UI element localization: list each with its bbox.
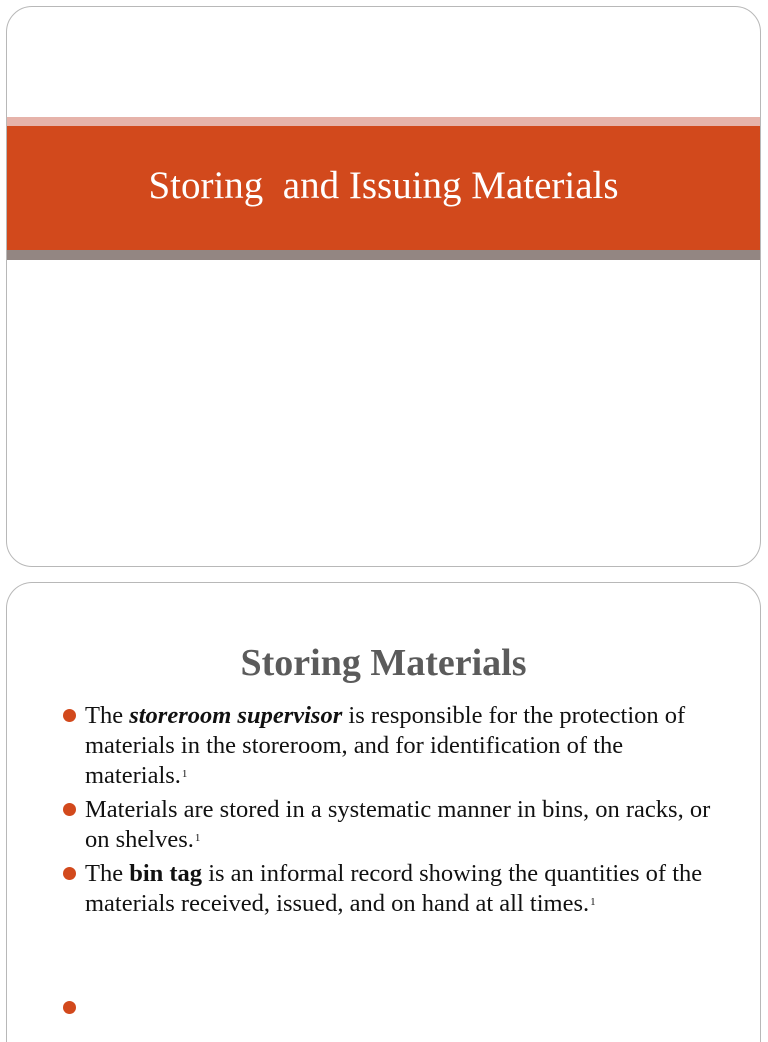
title-band-bottom-stripe xyxy=(7,250,760,260)
slide-2-title: Storing Materials xyxy=(240,642,527,684)
title-band-top-stripe xyxy=(7,117,760,126)
footnote-ref: 1 xyxy=(181,768,188,780)
bullet-text: Materials are stored in a systematic manner in bins, on racks, or on shelves. xyxy=(85,796,711,853)
bullet-text-post: is responsible for the protection of materials in the storeroom, and for identification of the materials. xyxy=(85,702,686,789)
bullet-text-pre: The xyxy=(85,702,130,729)
footnote-ref: 1 xyxy=(590,896,596,908)
title-band xyxy=(7,126,760,250)
bullet-item xyxy=(85,701,725,791)
bullet-text-pre: The xyxy=(85,860,130,887)
bullet-item xyxy=(85,795,725,855)
slide-2 xyxy=(6,582,761,1042)
bullet-emphasis: storeroom supervisor xyxy=(129,702,343,729)
slide-1 xyxy=(6,6,761,567)
bullet-dot-icon xyxy=(63,867,76,880)
footnote-ref: 1 xyxy=(194,832,201,844)
bullet-text-post: is an informal record showing the quantities of the materials received, issued, and on hand at all times. xyxy=(85,860,703,917)
bullet-dot-icon xyxy=(63,709,76,722)
slide-1-title: Storing and Issuing Materials xyxy=(148,163,619,207)
bullet-dot-icon xyxy=(63,803,76,816)
bullet-item xyxy=(85,859,725,919)
empty-bullet-dot-icon xyxy=(63,1001,76,1014)
bullet-list xyxy=(85,701,725,923)
bullet-emphasis: bin tag xyxy=(129,860,203,887)
